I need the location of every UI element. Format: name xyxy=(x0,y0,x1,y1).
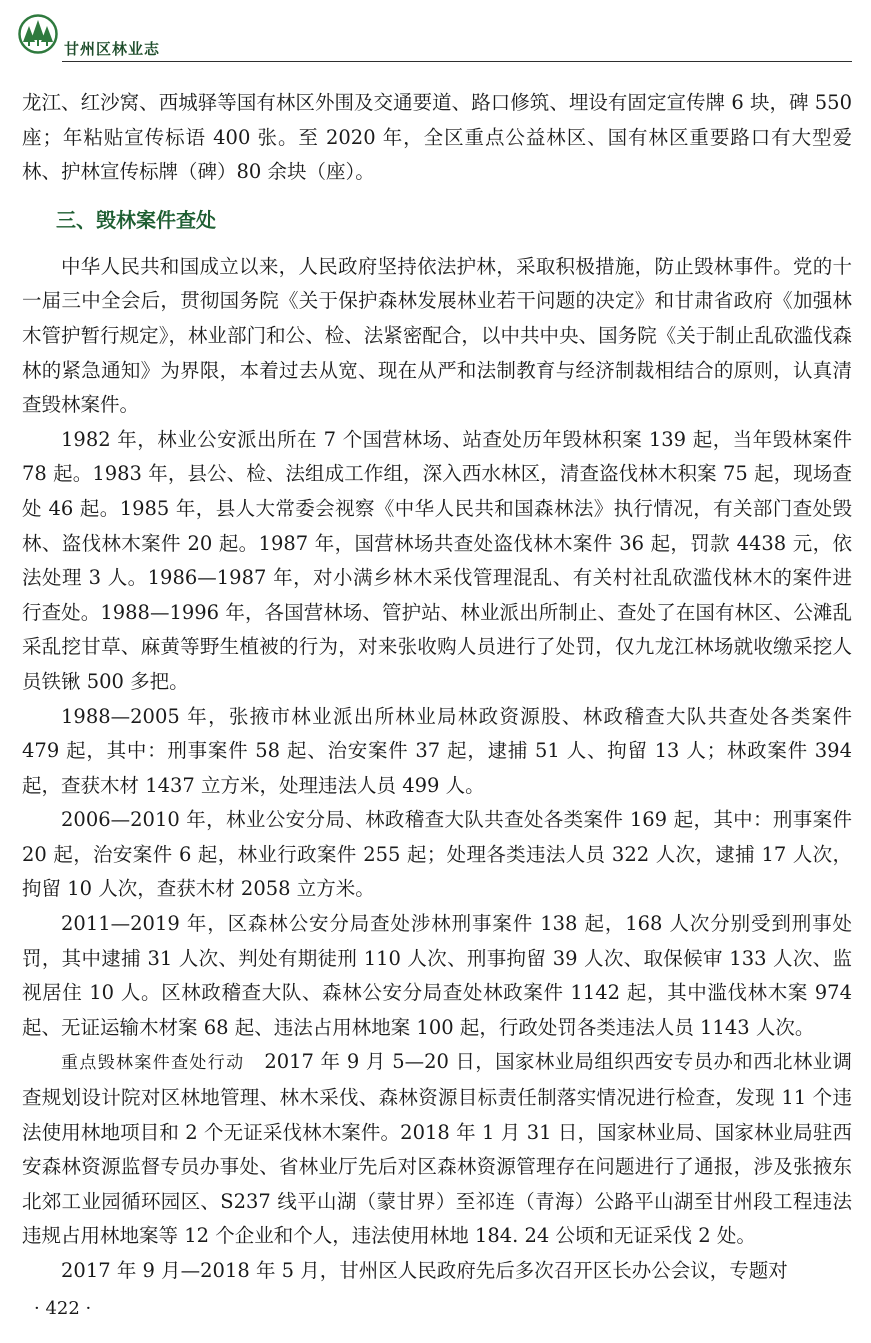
book-title: 甘州区林业志 xyxy=(64,40,161,58)
body-paragraph: 中华人民共和国成立以来，人民政府坚持依法护林，采取积极措施，防止毁林事件。党的十一届三中全会后，贯彻国务院《关于保护森林发展林业若干问题的决定》和甘肃省政府《加强林木管护暂行规定》，林业部门和公、检、法紧密配合，以中共中央、国务院《关于制止乱砍滥伐森林的紧急通知》为界限，本着过去从宽、现在从严和法制教育与经济制裁相结合的原则，认真清查毁林案件。 xyxy=(22,254,852,417)
run-in-heading: 重点毁林案件查处行动 xyxy=(61,1053,245,1074)
body-paragraph: 2006—2010 年，林业公安分局、林政稽查大队共查处各类案件 169 起，其中：刑事案件 20 起，治安案件 6 起，林业行政案件 255 起；处理各类违法人员 322 人次，逮捕 17 人次，拘留 10 人次，查获木材 2058 立方米。 xyxy=(22,808,852,901)
paragraph-text: 2017 年 9 月 5—20 日，国家林业局组织西安专员办和西北林业调查规划设计院对区林地管理、林木采伐、森林资源目标责任制落实情况进行检查，发现 11 个违法使用林地项目和 2 个无证采伐林木案件。2018 年 1 月 31 日，国家林业局、国家林业局驻西安森林资源监督专员办事处、省林业厅先后对区森林资源管理存在问题进行了通报，涉及张掖东北郊工业园循环园区、S237 线平山湖（蒙甘界）至祁连（青海）公路平山湖至甘州段工程违法违规占用林地案等 12 个企业和个人，违法使用林地 184. 24 公顷和无证采伐 2 处。 xyxy=(22,1050,853,1248)
running-header xyxy=(18,14,852,64)
body-paragraph: 2017 年 9 月—2018 年 5 月，甘州区人民政府先后多次召开区长办公会议，专题对 xyxy=(61,1259,788,1282)
page-body xyxy=(22,86,852,1289)
section-heading: 三、毁林案件查处 xyxy=(56,207,216,232)
body-paragraph: 1982 年，林业公安派出所在 7 个国营林场、站查处历年毁林积案 139 起，当年毁林案件 78 起。1983 年，县公、检、法组成工作组，深入西水林区，清查盗伐林木积案 75 起，现场查处 46 起。1985 年，县人大常委会视察《中华人民共和国森林法》执行情况，有关部门查处毁林、盗伐林木案件 20 起。1987 年，国营林场共查处盗伐林木案件 36 起，罚款 4438 元，依法处理 3 人。1986—1987 年，对小满乡林木采伐管理混乱、有关村社乱砍滥伐林木的案件进行查处。1988—1996 年，各国营林场、管护站、林业派出所制止、查处了在国有林区、公滩乱采乱挖甘草、麻黄等野生植被的行为，对来张收购人员进行了处罚，仅九龙江林场就收缴采挖人员铁锹 500 多把。 xyxy=(22,427,852,693)
body-paragraph-with-run-in-heading xyxy=(22,1045,852,1254)
forest-trees-icon xyxy=(18,14,58,54)
body-paragraph: 2011—2019 年，区森林公安分局查处涉林刑事案件 138 起，168 人次分别受到刑事处罚，其中逮捕 31 人次、判处有期徒刑 110 人次、刑事拘留 39 人次、取保候审 133 人次、监视居住 10 人。区林政稽查大队、森林公安分局查处林政案件 1142 起，其中滥伐林木案 974 起、无证运输木材案 68 起、违法占用林地案 100 起，行政处罚各类违法人员 1143 人次。 xyxy=(22,912,852,1039)
page-number: · 422 · xyxy=(34,1298,92,1319)
body-paragraph: 1988—2005 年，张掖市林业派出所林业局林政资源股、林政稽查大队共查处各类案件 479 起，其中：刑事案件 58 起、治安案件 37 起，逮捕 51 人、拘留 13 人；林政案件 394 起，查获木材 1437 立方米，处理违法人员 499 人。 xyxy=(22,704,852,797)
body-paragraph: 龙江、红沙窝、西城驿等国有林区外围及交通要道、路口修筑、埋设有固定宣传牌 6 块，碑 550 座；年粘贴宣传标语 400 张。至 2020 年，全区重点公益林区、国有林区重要路口有大型爱林、护林宣传标牌（碑）80 余块（座）。 xyxy=(22,91,852,184)
header-divider xyxy=(62,61,852,62)
